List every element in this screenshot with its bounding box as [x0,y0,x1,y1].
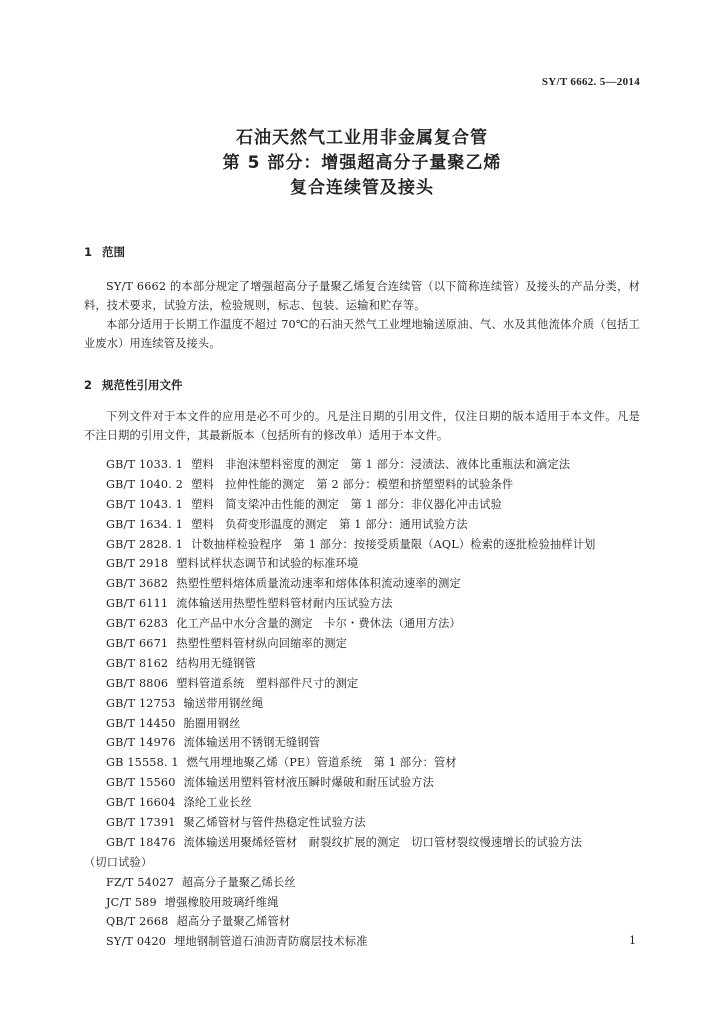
reference-code: GB 15558. 1 [106,756,179,770]
title-line-1: 石油天然气工业用非金属复合管 [236,128,488,148]
reference-title: 塑料 负荷变形温度的测定 第 1 部分：通用试验方法 [191,517,468,531]
reference-code: GB/T 6111 [106,597,169,611]
reference-code: GB/T 16604 [106,796,176,810]
reference-title: 塑料 拉伸性能的测定 第 2 部分：模塑和挤塑塑料的试验条件 [191,477,514,491]
reference-code: SY/T 0420 [106,935,167,949]
title-line-3: 复合连续管及接头 [290,178,434,198]
reference-title: 热塑性塑料管材纵向回缩率的测定 [176,637,348,651]
reference-code: GB/T 6283 [106,617,169,631]
section-number: 2 [84,378,93,392]
reference-item [106,554,646,574]
reference-item [106,455,646,475]
reference-title: 超高分子量聚乙烯长丝 [181,875,296,889]
reference-title: 涤纶工业长丝 [183,796,252,810]
reference-item [106,714,646,734]
section-number: 1 [84,245,93,259]
reference-title: 流体输送用热塑性塑料管材耐内压试验方法 [176,597,393,611]
reference-item [106,873,646,893]
reference-item [106,674,646,694]
page-number: 1 [629,934,636,947]
reference-code: GB/T 8162 [106,656,169,670]
reference-title: 流体输送用聚烯烃管材 耐裂纹扩展的测定 切口管材裂纹慢速增长的试验方法 [183,835,583,849]
reference-item [106,495,646,515]
reference-code: GB/T 6671 [106,637,169,651]
reference-title: 输送带用钢丝绳 [183,696,264,710]
reference-item [106,733,646,753]
reference-code: GB/T 12753 [106,696,176,710]
scope-paragraph-2: 本部分适用于长期工作温度不超过 70℃的石油天然气工业埋地输送原油、气、水及其他流体介质（包括工业废水）用连续管及接头。 [84,318,640,350]
references-intro-paragraph: 下列文件对于本文件的应用是必不可少的。凡是注日期的引用文件，仅注日期的版本适用于本文件。凡是不注日期的引用文件，其最新版本（包括所有的修改单）适用于本文件。 [84,410,640,442]
reference-title: 塑料试样状态调节和试验的标准环境 [176,557,359,571]
reference-item [106,574,646,594]
section-1-heading [84,244,125,260]
reference-title: 增强橡胶用玻璃纤维绳 [164,895,279,909]
reference-item [106,594,646,614]
standard-number: SY/T 6662. 5—2014 [541,76,640,88]
reference-code: GB/T 15560 [106,776,176,790]
reference-code: GB/T 14450 [106,716,176,730]
reference-item [106,753,646,773]
reference-code: GB/T 18476 [106,835,176,849]
reference-title: 热塑性塑料熔体质量流动速率和熔体体积流动速率的测定 [176,577,461,591]
reference-item [106,893,646,913]
reference-list [84,455,646,952]
reference-item [106,932,646,952]
reference-continuation: （切口试验） [84,855,153,869]
reference-title: 塑料 简支梁冲击性能的测定 第 1 部分：非仪器化冲击试验 [191,497,502,511]
reference-title: 聚乙烯管材与管件热稳定性试验方法 [183,816,366,830]
reference-title: 燃气用埋地聚乙烯（PE）管道系统 第 1 部分：管材 [186,756,457,770]
reference-item [106,773,646,793]
reference-code: GB/T 2918 [106,557,169,571]
reference-title: 超高分子量聚乙烯管材 [176,915,291,929]
reference-item [106,515,646,535]
title-line-2: 第 5 部分：增强超高分子量聚乙烯 [222,153,502,173]
section-title: 规范性引用文件 [102,378,183,392]
reference-code: GB/T 17391 [106,816,176,830]
reference-item [106,634,646,654]
reference-item [106,793,646,813]
reference-code: GB/T 1033. 1 [106,458,184,471]
reference-title: 化工产品中水分含量的测定 卡尔・费休法（通用方法） [176,617,461,631]
reference-item [106,535,646,555]
reference-title: 塑料管道系统 塑料部件尺寸的测定 [176,676,359,690]
document-title [0,126,724,201]
reference-code: GB/T 14976 [106,736,176,750]
reference-title: 埋地钢制管道石油沥青防腐层技术标准 [174,935,368,949]
reference-code: GB/T 1040. 2 [106,477,184,491]
section-title: 范围 [102,245,125,259]
reference-title: 计数抽样检验程序 第 1 部分：按接受质量限（AQL）检索的逐批检验抽样计划 [191,537,596,551]
reference-item [106,654,646,674]
reference-item [106,833,646,853]
reference-title: 流体输送用不锈钢无缝钢管 [183,736,321,750]
reference-item [106,694,646,714]
reference-item [106,813,646,833]
reference-item [106,912,646,932]
reference-code: FZ/T 54027 [106,875,174,889]
reference-code: GB/T 3682 [106,577,169,591]
reference-code: QB/T 2668 [106,915,169,929]
reference-title: 流体输送用塑料管材液压瞬时爆破和耐压试验方法 [183,776,435,790]
reference-item [106,614,646,634]
reference-item [106,475,646,495]
reference-code: GB/T 1043. 1 [106,497,184,511]
reference-title: 塑料 非泡沫塑料密度的测定 第 1 部分：浸渍法、液体比重瓶法和滴定法 [191,458,571,471]
section-2-heading [84,377,183,393]
reference-title: 胎圈用钢丝 [183,716,241,730]
reference-title: 结构用无缝钢管 [176,656,256,670]
scope-paragraph-1: SY/T 6662 的本部分规定了增强超高分子量聚乙烯复合连续管（以下简称连续管）及接头的产品分类，材料，技术要求，试验方法，检验规则，标志、包装、运输和贮存等。 [84,280,640,312]
reference-code: GB/T 2828. 1 [106,537,184,551]
reference-code: JC/T 589 [106,895,157,909]
reference-code: GB/T 1634. 1 [106,517,184,531]
reference-code: GB/T 8806 [106,676,169,690]
